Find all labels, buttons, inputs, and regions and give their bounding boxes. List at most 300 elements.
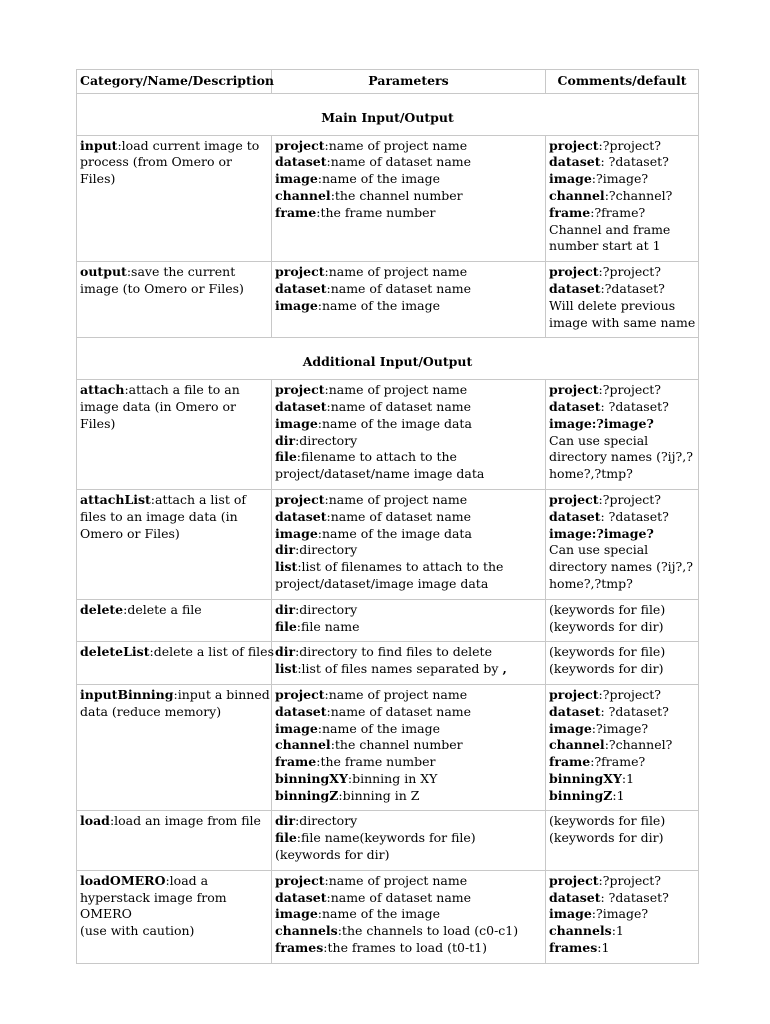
header-category: Category/Name/Description <box>77 70 272 94</box>
text: :?project? <box>598 491 661 507</box>
keyword: dir <box>275 813 296 829</box>
description-cell <box>77 684 272 811</box>
keyword: image <box>549 171 592 187</box>
cell-line <box>549 576 695 593</box>
cell-line <box>549 542 695 559</box>
text: :name of project name <box>324 137 468 153</box>
cell-line <box>549 315 695 332</box>
table-row <box>77 599 699 642</box>
keyword: attach <box>80 382 125 398</box>
keyword: project <box>275 491 325 507</box>
cell-line <box>80 923 268 940</box>
cell-line <box>275 509 542 526</box>
description-cell <box>77 489 272 599</box>
text: project/dataset/name image data <box>275 466 485 482</box>
cell-line <box>275 433 542 450</box>
cell-line <box>275 171 542 188</box>
text: :?project? <box>598 382 661 398</box>
cell-line <box>80 416 268 433</box>
cell-line <box>80 492 268 509</box>
keyword: dataset <box>275 398 327 414</box>
keyword: binningZ <box>549 787 613 803</box>
text: OMERO <box>80 906 132 922</box>
text: home?,?tmp? <box>549 575 633 591</box>
parameters-cell <box>272 489 546 599</box>
keyword: deleteList <box>80 644 150 660</box>
cell-line <box>549 433 695 450</box>
text: (use with caution) <box>80 923 195 939</box>
cell-line <box>549 661 695 678</box>
keyword: project <box>275 382 325 398</box>
text: :the frames to load (t0-t1) <box>323 940 488 956</box>
keyword: project <box>275 872 325 888</box>
keyword: frame <box>549 754 591 770</box>
text: :name of project name <box>324 872 468 888</box>
keyword: image <box>275 171 318 187</box>
text: :1 <box>612 787 625 803</box>
parameters-cell <box>272 684 546 811</box>
cell-line <box>275 298 542 315</box>
cell-line <box>275 526 542 543</box>
cell-line <box>275 399 542 416</box>
cell-line <box>275 416 542 433</box>
keyword: channels <box>275 923 338 939</box>
cell-line <box>80 813 268 830</box>
text: :the channel number <box>330 737 463 753</box>
text: :name of the image <box>317 906 440 922</box>
text: Files) <box>80 415 116 431</box>
cell-line <box>275 721 542 738</box>
keyword: dataset <box>549 889 601 905</box>
text: number start at 1 <box>549 238 661 254</box>
cell-line <box>80 264 268 281</box>
text: : ?dataset? <box>600 398 669 414</box>
keyword: , <box>502 661 507 677</box>
text: :the frame number <box>316 204 436 220</box>
keyword: channel <box>549 187 605 203</box>
cell-line <box>549 923 695 940</box>
text: :name of the image <box>317 720 440 736</box>
keyword: dataset <box>549 398 601 414</box>
text: :?project? <box>598 264 661 280</box>
text: :file name <box>296 618 360 634</box>
text: (keywords for file) <box>549 644 666 660</box>
text: :attach a list of <box>150 491 246 507</box>
cell-line <box>549 298 695 315</box>
text: :?image? <box>591 171 649 187</box>
table-row <box>77 684 699 811</box>
text: :directory <box>295 601 358 617</box>
cell-line <box>549 171 695 188</box>
cell-line <box>549 940 695 957</box>
cell-line <box>275 619 542 636</box>
keyword: dataset <box>275 703 327 719</box>
keyword: dir <box>275 542 296 558</box>
keyword: channel <box>275 187 331 203</box>
comments-cell <box>546 262 699 338</box>
keyword: loadOMERO <box>80 872 166 888</box>
text: :name of the image <box>317 297 440 313</box>
parameters-cell <box>272 811 546 870</box>
cell-line <box>275 830 542 847</box>
text: :the frame number <box>316 754 436 770</box>
cell-line <box>275 188 542 205</box>
text: :1 <box>611 923 624 939</box>
table-row <box>77 262 699 338</box>
text: Will delete previous <box>549 297 676 313</box>
cell-line <box>549 238 695 255</box>
parameters-cell <box>272 870 546 963</box>
cell-line <box>549 188 695 205</box>
cell-line <box>80 704 268 721</box>
cell-line <box>275 890 542 907</box>
cell-line <box>549 492 695 509</box>
cell-line <box>275 847 542 864</box>
cell-line <box>275 602 542 619</box>
keyword: channel <box>549 737 605 753</box>
text: (keywords for dir) <box>549 618 664 634</box>
description-cell <box>77 642 272 685</box>
header-row <box>77 70 699 94</box>
keyword: image <box>549 720 592 736</box>
cell-line <box>275 940 542 957</box>
header-parameters: Parameters <box>272 70 546 94</box>
text: Can use special <box>549 432 649 448</box>
description-cell <box>77 870 272 963</box>
text: : ?dataset? <box>600 703 669 719</box>
text: :?frame? <box>590 754 646 770</box>
keyword: output <box>80 264 127 280</box>
text: process (from Omero or <box>80 154 233 170</box>
text: :list of filenames to attach to the <box>297 559 504 575</box>
keyword: dataset <box>549 154 601 170</box>
table-row <box>77 642 699 685</box>
text: (keywords for dir) <box>549 830 664 846</box>
parameters-cell <box>272 380 546 490</box>
cell-line <box>275 661 542 678</box>
keyword: image <box>275 906 318 922</box>
cell-line <box>80 873 268 890</box>
text: Files) <box>80 171 116 187</box>
cell-line <box>80 526 268 543</box>
cell-line <box>549 559 695 576</box>
text: :?project? <box>598 686 661 702</box>
keyword: dataset <box>275 154 327 170</box>
text: image (to Omero or Files) <box>80 280 244 296</box>
text: :1 <box>597 940 610 956</box>
cell-line <box>549 619 695 636</box>
cell-line <box>80 138 268 155</box>
text: home?,?tmp? <box>549 466 633 482</box>
keyword: image <box>275 720 318 736</box>
keyword: attachList <box>80 491 151 507</box>
cell-line <box>549 222 695 239</box>
text: :load a <box>165 872 209 888</box>
cell-line <box>275 559 542 576</box>
header-comments: Comments/default <box>546 70 699 94</box>
text: :list of files names separated by <box>297 661 503 677</box>
text: :binning in XY <box>347 770 438 786</box>
text: :1 <box>621 770 635 786</box>
text: :?dataset? <box>600 280 665 296</box>
keyword: inputBinning <box>80 686 174 702</box>
cell-line <box>549 813 695 830</box>
cell-line <box>549 138 695 155</box>
keyword: dir <box>275 644 296 660</box>
cell-line <box>549 704 695 721</box>
text: :name of project name <box>324 264 468 280</box>
text: :name of dataset name <box>326 398 472 414</box>
text: files to an image data (in <box>80 508 238 524</box>
cell-line <box>275 542 542 559</box>
cell-line <box>275 154 542 171</box>
cell-line <box>275 576 542 593</box>
section-title: Additional Input/Output <box>77 338 699 380</box>
cell-line <box>549 399 695 416</box>
keyword: input <box>80 137 118 153</box>
cell-line <box>80 382 268 399</box>
cell-line <box>549 687 695 704</box>
text: image with same name <box>549 314 696 330</box>
comments-cell <box>546 811 699 870</box>
keyword: project <box>549 264 599 280</box>
cell-line <box>549 788 695 805</box>
text: :load an image from file <box>109 813 261 829</box>
text: :delete a list of files <box>149 644 274 660</box>
text: image data (in Omero or <box>80 398 236 414</box>
keyword: image <box>275 525 318 541</box>
keyword: dataset <box>549 280 601 296</box>
cell-line <box>549 416 695 433</box>
keyword: dir <box>275 601 296 617</box>
text: :name of dataset name <box>326 889 472 905</box>
parameters-cell <box>272 599 546 642</box>
parameters-cell <box>272 135 546 262</box>
text: :?channel? <box>604 187 673 203</box>
text: :?project? <box>598 137 661 153</box>
cell-line <box>275 687 542 704</box>
comments-cell <box>546 380 699 490</box>
description-cell <box>77 135 272 262</box>
cell-line <box>275 449 542 466</box>
keyword: dataset <box>275 280 327 296</box>
text: (keywords for file) <box>549 601 666 617</box>
text: :directory <box>295 542 358 558</box>
keyword: project <box>549 686 599 702</box>
keyword: list <box>275 559 298 575</box>
text: :name of project name <box>324 491 468 507</box>
cell-line <box>275 704 542 721</box>
keyword: load <box>80 813 110 829</box>
keyword: binningXY <box>275 770 348 786</box>
cell-line <box>549 205 695 222</box>
keyword: image <box>275 415 318 431</box>
section-row <box>77 93 699 135</box>
cell-line <box>275 264 542 281</box>
text: :directory to find files to delete <box>295 644 492 660</box>
description-cell <box>77 811 272 870</box>
keyword: dataset <box>275 889 327 905</box>
cell-line <box>80 154 268 171</box>
comments-cell <box>546 642 699 685</box>
comments-cell <box>546 599 699 642</box>
keyword: project <box>549 872 599 888</box>
cell-line <box>549 906 695 923</box>
keyword: frames <box>275 940 324 956</box>
keyword: channels <box>549 923 612 939</box>
text: :?channel? <box>604 737 673 753</box>
text: : ?dataset? <box>600 889 669 905</box>
keyword: dir <box>275 432 296 448</box>
text: (keywords for dir) <box>275 847 390 863</box>
description-cell <box>77 599 272 642</box>
parameters-cell <box>272 642 546 685</box>
text: :?image? <box>591 720 649 736</box>
cell-line <box>549 890 695 907</box>
comments-cell <box>546 489 699 599</box>
text: :name of the image data <box>317 415 472 431</box>
cell-line <box>275 382 542 399</box>
text: :binning in Z <box>338 787 420 803</box>
text: :filename to attach to the <box>296 449 457 465</box>
cell-line <box>549 382 695 399</box>
text: :name of dataset name <box>326 508 472 524</box>
text: :load current image to <box>117 137 260 153</box>
keyword: image:?image? <box>549 525 654 541</box>
text: :directory <box>295 813 358 829</box>
cell-line <box>80 644 274 661</box>
text: (keywords for file) <box>549 813 666 829</box>
keyword: binningXY <box>549 770 622 786</box>
keyword: project <box>275 137 325 153</box>
text: :?frame? <box>590 204 646 220</box>
cell-line <box>549 264 695 281</box>
text: :name of project name <box>324 382 468 398</box>
text: :name of the image <box>317 171 440 187</box>
keyword: dataset <box>275 508 327 524</box>
text: data (reduce memory) <box>80 703 222 719</box>
section-row <box>77 338 699 380</box>
cell-line <box>275 771 542 788</box>
keyword: image <box>549 906 592 922</box>
text: directory names (?ij?,? <box>549 449 693 465</box>
cell-line <box>80 399 268 416</box>
cell-line <box>275 788 542 805</box>
text: :name of dataset name <box>326 280 472 296</box>
keyword: frame <box>549 204 591 220</box>
cell-line <box>275 281 542 298</box>
keyword: delete <box>80 601 124 617</box>
table-body <box>77 93 699 963</box>
cell-line <box>275 754 542 771</box>
keyword: binningZ <box>275 787 339 803</box>
text: :the channels to load (c0-c1) <box>337 923 519 939</box>
cell-line <box>80 687 268 704</box>
keyword: file <box>275 618 297 634</box>
text: :?project? <box>598 872 661 888</box>
keyword: frames <box>549 940 598 956</box>
keyword: frame <box>275 204 317 220</box>
table-row <box>77 811 699 870</box>
text: Channel and frame <box>549 221 671 237</box>
text: :delete a file <box>123 601 202 617</box>
cell-line <box>80 281 268 298</box>
cell-line <box>275 813 542 830</box>
table-row <box>77 489 699 599</box>
cell-line <box>549 737 695 754</box>
keyword: list <box>275 661 298 677</box>
text: (keywords for dir) <box>549 661 664 677</box>
text: :name of dataset name <box>326 703 472 719</box>
text: hyperstack image from <box>80 889 227 905</box>
keyword: dataset <box>549 703 601 719</box>
cell-line <box>549 281 695 298</box>
cell-line <box>549 154 695 171</box>
cell-line <box>549 526 695 543</box>
keyword: image <box>275 297 318 313</box>
cell-line <box>275 923 542 940</box>
cell-line <box>549 754 695 771</box>
cell-line <box>275 737 542 754</box>
table-row <box>77 380 699 490</box>
text: : ?dataset? <box>600 154 669 170</box>
text: :directory <box>295 432 358 448</box>
parameters-table <box>76 69 699 964</box>
text: :input a binned <box>173 686 270 702</box>
cell-line <box>275 644 542 661</box>
cell-line <box>549 509 695 526</box>
cell-line <box>549 466 695 483</box>
text: project/dataset/image image data <box>275 575 489 591</box>
table-row <box>77 870 699 963</box>
cell-line <box>275 906 542 923</box>
keyword: image:?image? <box>549 415 654 431</box>
text: Can use special <box>549 542 649 558</box>
parameters-cell <box>272 262 546 338</box>
text: :name of the image data <box>317 525 472 541</box>
text: :save the current <box>126 264 236 280</box>
cell-line <box>549 830 695 847</box>
cell-line <box>80 509 268 526</box>
cell-line <box>549 873 695 890</box>
cell-line <box>549 721 695 738</box>
keyword: dataset <box>549 508 601 524</box>
cell-line <box>275 138 542 155</box>
keyword: channel <box>275 737 331 753</box>
cell-line <box>275 492 542 509</box>
keyword: project <box>275 264 325 280</box>
text: Omero or Files) <box>80 525 180 541</box>
keyword: project <box>549 137 599 153</box>
cell-line <box>80 602 268 619</box>
text: :attach a file to an <box>124 382 240 398</box>
text: :?image? <box>591 906 649 922</box>
cell-line <box>80 890 268 907</box>
text: : ?dataset? <box>600 508 669 524</box>
text: :name of dataset name <box>326 154 472 170</box>
cell-line <box>549 602 695 619</box>
section-title: Main Input/Output <box>77 93 699 135</box>
cell-line <box>549 644 695 661</box>
cell-line <box>275 873 542 890</box>
description-cell <box>77 262 272 338</box>
keyword: project <box>275 686 325 702</box>
keyword: file <box>275 830 297 846</box>
text: :file name(keywords for file) <box>296 830 476 846</box>
comments-cell <box>546 870 699 963</box>
cell-line <box>80 906 268 923</box>
keyword: project <box>549 491 599 507</box>
